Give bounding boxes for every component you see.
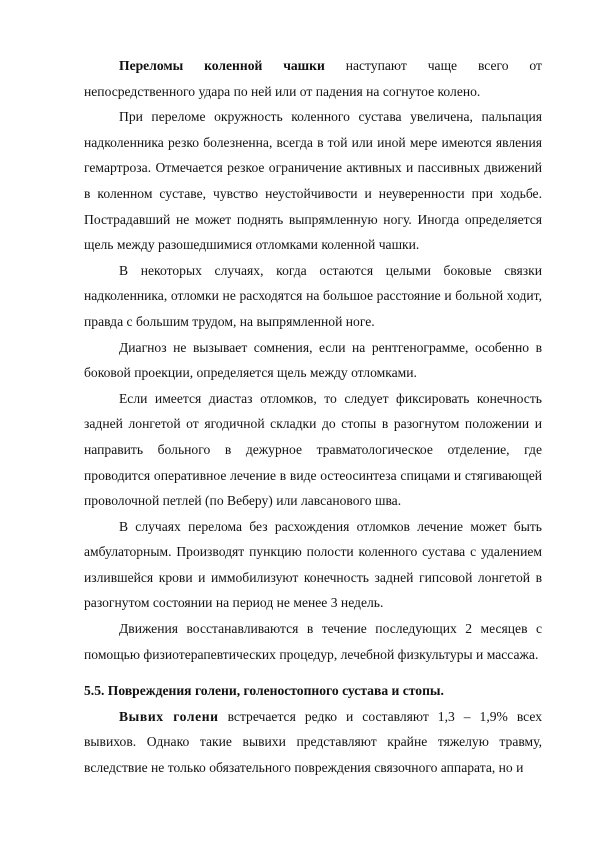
term-shin-dislocation: Вывих голени <box>119 708 219 724</box>
paragraph-text: В случаях перелома без расхождения отломков лечение может быть амбулаторным. Производят пункцию полости коленного сустава с удалением излившейся крови и иммобилизуют конечность задней гипсовой лонгетой в разогнутом состоянии на период не менее 3 недель. <box>84 518 542 611</box>
term-patella-fracture: Переломы коленной чашки <box>119 58 325 73</box>
paragraph-text: Если имеется диастаз отломков, то следует фиксировать конечность задней лонгетой от ягодичной складки до стопы в разогнутом положении и направить больного в дежурное травматологическое отделение, где проводится оперативное лечение в виде остеосинтеза спицами и стягивающей проволочной петлей (по Веберу) или лавсанового шва. <box>84 390 542 509</box>
paragraph-patella-fracture-intro <box>84 53 542 104</box>
paragraph-text: Диагноз не вызывает сомнения, если на рентгенограмме, особенно в боковой проекции, определяется щель между отломками. <box>84 339 542 381</box>
paragraph-diastasis-treatment <box>84 386 542 514</box>
paragraph-diagnosis <box>84 335 542 386</box>
paragraph-symptoms <box>84 104 542 258</box>
paragraph-text: В некоторых случаях, когда остаются целыми боковые связки надколенника, отломки не расходятся на большое расстояние и больной ходит, правда с большим трудом, на выпрямленной ноге. <box>84 262 542 329</box>
paragraph-lateral-ligaments <box>84 258 542 335</box>
section-heading: 5.5. Повреждения голени, голеностопного сустава и стопы. <box>84 683 444 699</box>
paragraph-text: наступают чаще всего от непосредственного удара по ней или от падения на согнутое колено. <box>84 58 542 99</box>
paragraph-outpatient-treatment <box>84 514 542 616</box>
paragraph-text: При переломе окружность коленного сустава увеличена, пальпация надколенника резко болезненна, всегда в той или иной мере имеются явления гемартроза. Отмечается резкое ограничение активных и пассивных движений в коленном суставе, чувство неустойчивости и неуверенности при ходьбе. Пострадавший не может поднять выпрямленную ногу. Иногда определяется щель между разошедшимися отломками коленной чашки. <box>84 109 542 253</box>
paragraph-text: встречается редко и составляют 1,3 – 1,9% всех вывихов. Однако такие вывихи представляют крайне тяжелую травму, вследствие не только обязательного повреждения связочного аппарата, но и <box>84 708 543 776</box>
paragraph-text: Движения восстанавливаются в течение последующих 2 месяцев с помощью физиотерапевтических процедур, лечебной физкультуры и массажа. <box>84 621 542 662</box>
paragraph-recovery <box>84 616 542 667</box>
paragraph-shin-dislocation <box>84 704 542 781</box>
